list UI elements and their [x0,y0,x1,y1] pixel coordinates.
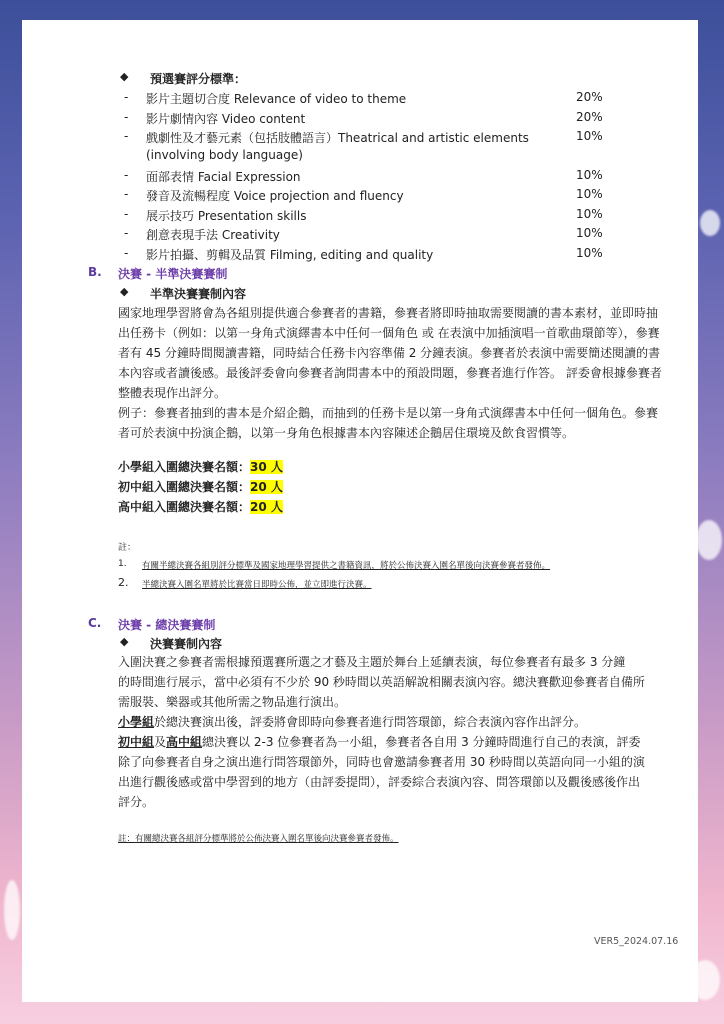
section-c-letter: C. [88,616,102,630]
bullet-diamond: ◆ [120,70,129,83]
bullet-diamond: ◆ [120,635,129,648]
senior-group-label: 高中組 [166,735,203,749]
bullet-diamond: ◆ [120,285,129,298]
criteria-row: - 發音及流暢程度 Voice projection and fluency 10% [124,187,603,203]
section-c-subheading: 決賽賽制內容 [150,637,223,651]
quota-junior: 初中組入圍總決賽名額：20 人 [118,480,283,494]
criteria-row: - 戲劇性及才藝元素（包括肢體語言）Theatrical and artistic elements 10% [124,129,603,145]
criteria-row: - 影片劇情內容 Video content 20% [124,110,603,126]
criteria-row: - 影片拍攝、剪輯及品質 Filming, editing and quality 10% [124,246,603,262]
final-footnote: 註：有關總決賽各組評分標準將於公佈決賽入圍名單後向決賽參賽者發佈。 [118,834,399,844]
section-c-title: 決賽 - 總決賽賽制 [118,618,216,632]
quota-senior: 高中組入圍總決賽名額：20 人 [118,500,283,514]
note-text: 半總決賽入圍名單將於比賽當日即時公佈，並立即進行決賽。 [142,580,372,590]
note-number: 1. [118,559,127,569]
document-page [22,20,698,1002]
prelim-heading: 預選賽評分標準： [150,72,247,86]
quota-primary: 小學組入圍總決賽名額：30 人 [118,460,283,474]
note-number: 2. [118,576,129,589]
criteria-row: - 創意表現手法 Creativity 10% [124,226,603,242]
junior-group-label: 初中組 [118,735,155,749]
section-b-subheading: 半準決賽賽制內容 [150,287,247,301]
section-b-letter: B. [88,265,102,279]
section-b-title: 決賽 - 半準決賽賽制 [118,267,228,281]
background-sparkle [700,210,720,236]
criteria-row-continuation: (involving body language) [146,148,303,162]
note-text: 有關半總決賽各組別評分標準及國家地理學習提供之書籍資訊，將於公佈決賽入圍名單後向決賽參賽者發佈。 [142,561,551,571]
background-sparkle [4,880,20,940]
section-c-body: 入圍決賽之參賽者需根據預選賽所選之才藝及主題於舞台上延續表演，每位參賽者有最多 3 分鐘 的時間進行展示，當中必須有不少於 90 秒時間以英語解說相關表演內容。總決賽歡迎參賽者自備所 需服裝、樂器或其他所需之物品進行演出。 小學組於總決賽演出後，評委將會即時向參賽者進行問答環節，綜合表演內容作出評分。 初中組及高中組總決賽以 2-3 位參賽者為一小組，參賽者各自用 3 分鐘時間進行自己的表演，評委 除了向參賽者自身之演出進行問答環節外，同時也會邀請參賽者用 30 秒時間以英語向同一小組的演 出進行觀後感或當中學習到的地方（由評委提問），評委綜合表演內容、問答環節以及觀後感後作出 評分。 [118,655,645,809]
background-sparkle [696,520,722,560]
primary-group-label: 小學組 [118,715,155,729]
version-label: VER5_2024.07.16 [594,936,679,947]
note-label: 註： [118,543,137,553]
criteria-row: - 面部表情 Facial Expression 10% [124,168,603,184]
section-b-body: 國家地理學習將會為各組別提供適合參賽者的書籍，參賽者將即時抽取需要閱讀的書本素材，並即時抽 出任務卡（例如：以第一身角式演繹書本中任何一個角色 或 在表演中加插演唱一首歌曲環節等），參賽 者有 45 分鐘時間閱讀書籍，同時結合任務卡內容準備 2 分鐘表演。參賽者於表演中需要簡述閱讀的書 本內容或者讀後感。最後評委會向參賽者詢問書本中的預設問題，參賽者進行作答。 評委會根據參賽者 整體表現作出評分。 例子：參賽者抽到的書本是介紹企鵝，而抽到的任務卡是以第一身角式演繹書本中任何一個角色。參賽 者可於表演中扮演企鵝，以第一身角色根據書本內容陳述企鵝居住環境及飲食習慣等。 [118,306,662,440]
criteria-row: - 展示技巧 Presentation skills 10% [124,207,603,223]
criteria-row: - 影片主題切合度 Relevance of video to theme 20% [124,90,603,106]
